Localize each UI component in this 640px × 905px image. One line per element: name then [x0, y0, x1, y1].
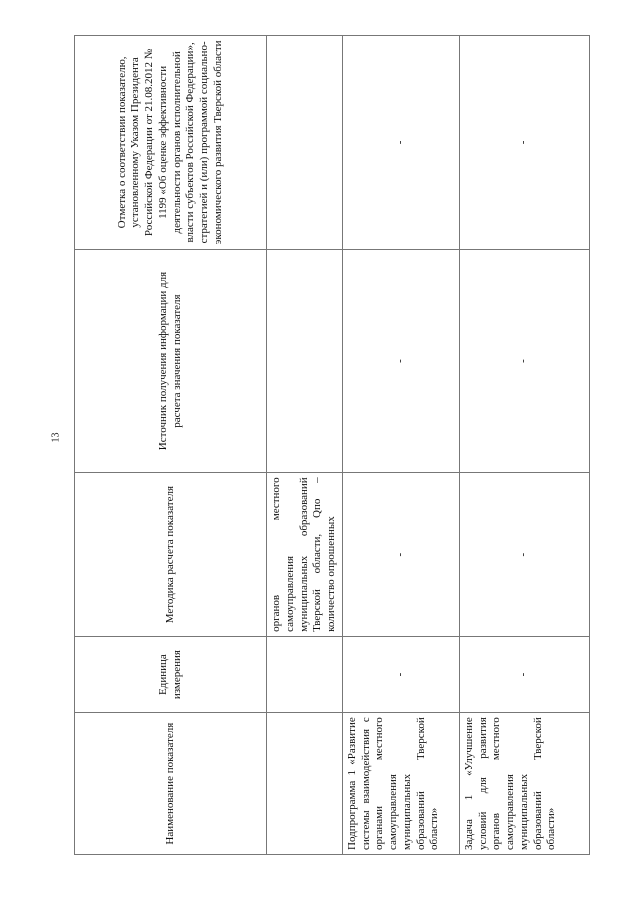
cell-unit: -: [342, 636, 459, 712]
table-row: [459, 36, 589, 855]
cell-source: -: [342, 249, 459, 473]
page-number: 13: [50, 432, 62, 443]
cell-source: [267, 249, 343, 473]
table-row-continuation: [267, 36, 343, 855]
cell-method: органов местного самоуправления муниципальных образований Тверской области, Qпо – количество опрошенных: [267, 473, 343, 637]
cell-mark: -: [342, 36, 459, 250]
cell-name: [267, 713, 343, 855]
cell-method: -: [459, 473, 589, 637]
cell-method: -: [342, 473, 459, 637]
cell-unit: -: [459, 636, 589, 712]
header-unit: Единица измерения: [75, 636, 267, 712]
cell-source: -: [459, 249, 589, 473]
table-row: [342, 36, 459, 855]
cell-unit: [267, 636, 343, 712]
header-calculation-method: Методика расчета показателя: [75, 473, 267, 637]
cell-name: Задача 1 «Улучшение условий для развития органов местного самоуправления муниципальных образований Тверской области»: [459, 713, 589, 855]
cell-mark: [267, 36, 343, 250]
header-indicator-name: Наименование показателя: [75, 713, 267, 855]
cell-name: Подпрограмма 1 «Развитие системы взаимодействия с органами местного самоуправления муниципальных образований Тверской области»: [342, 713, 459, 855]
cell-mark: -: [459, 36, 589, 250]
table-container: [74, 35, 558, 850]
indicator-table: [74, 35, 590, 855]
header-compliance-mark: Отметка о соответствии показателю, установленному Указом Президента Российской Федерации от 21.08.2012 № 1199 «Об оценке эффективности деятельности органов исполнительной власти субъектов Российской Федерации», стратегией и (или) программой социально-экономического развития Тверской области: [75, 36, 267, 250]
rotated-table: [74, 35, 584, 855]
table-header-row: [75, 36, 267, 855]
header-information-source: Источник получения информации для расчета значения показателя: [75, 249, 267, 473]
